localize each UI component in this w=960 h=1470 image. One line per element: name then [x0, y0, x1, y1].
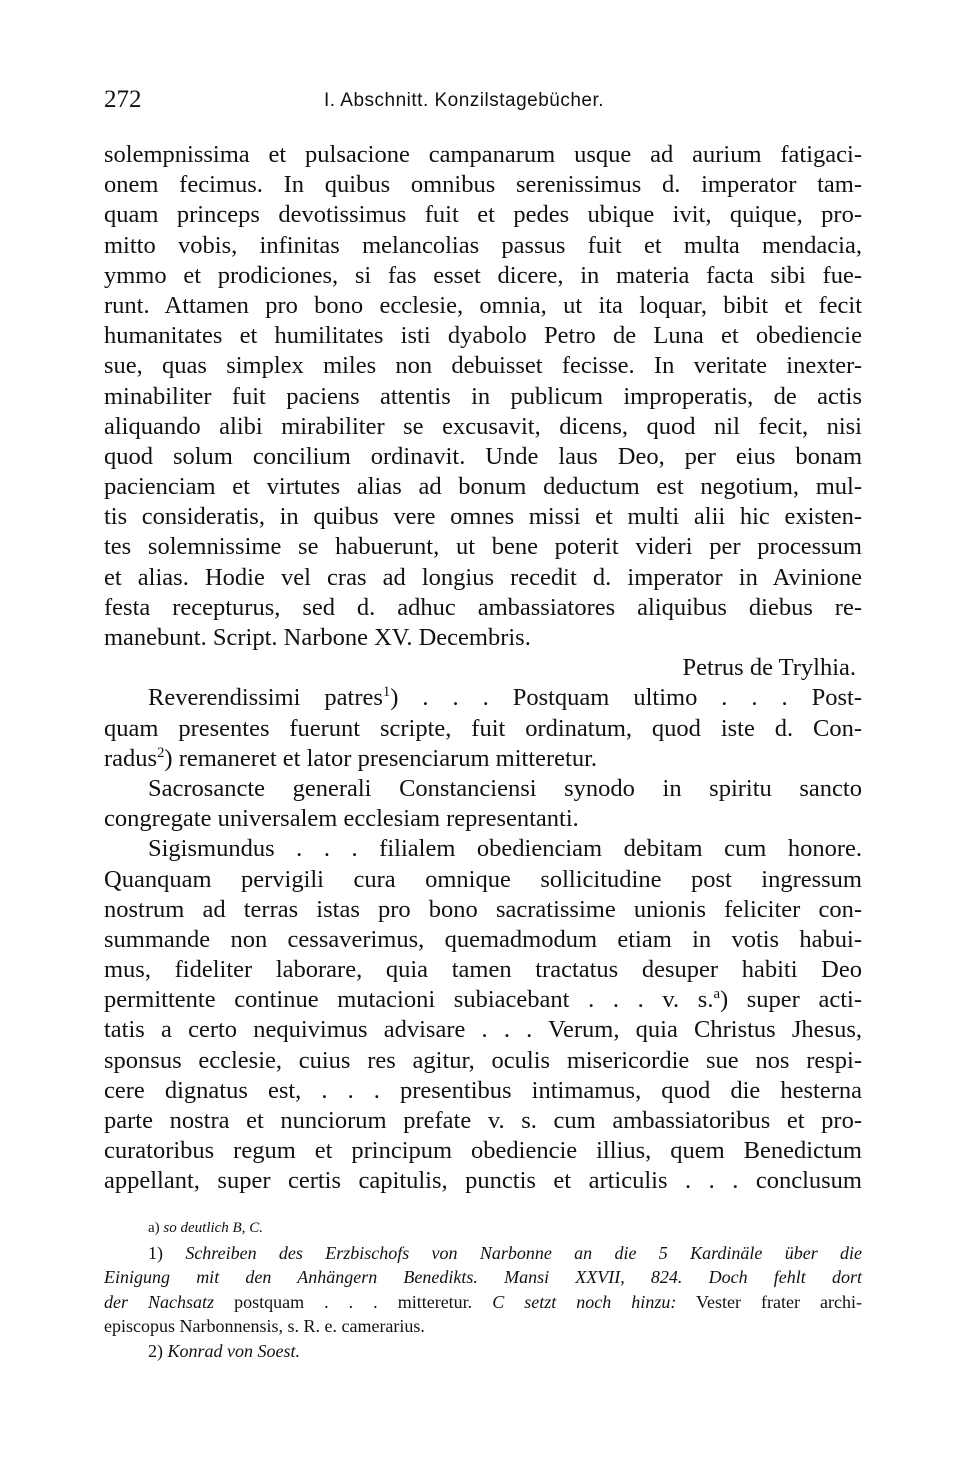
footnote-ref: 2	[157, 744, 165, 761]
footnote-ref: a	[713, 986, 720, 1003]
text-line: tes solemnissime se habuerunt, ut bene poterit videri per processum	[104, 533, 862, 561]
footnotes	[104, 1216, 862, 1363]
text-line: mitto vobis, infinitas melancolias passus fuit et multa mendacia,	[104, 231, 862, 259]
signature: Petrus de Trylhia.	[682, 654, 856, 682]
text-line: onem fecimus. In quibus omnibus serenissimus d. imperator tam-	[104, 171, 862, 199]
text-line: et alias. Hodie vel cras ad longius recedit d. imperator in Avinione	[104, 563, 862, 591]
text-line: humanitates et humilitates isti dyabolo Petro de Luna et obediencie	[104, 322, 862, 350]
main-text	[104, 140, 862, 1197]
footnote-a: a) so deutlich B, C.	[148, 1220, 263, 1236]
text-line: quam presentes fuerunt scripte, fuit ordinatum, quod iste d. Con-	[104, 714, 862, 742]
footnote-2: 2) Konrad von Soest.	[148, 1340, 300, 1361]
letter-opening: Sigismundus . . . filialem obedienciam debitam cum honore.	[148, 835, 862, 863]
text-line: runt. Attamen pro bono ecclesie, omnia, ut ita loquar, bibit et fecit	[104, 291, 862, 319]
footnote-1-line: Einigung mit den Anhängern Benedikts. Mansi XXVII, 824. Doch fehlt dort	[104, 1267, 862, 1287]
text-line: solempnissima et pulsacione campanarum usque ad aurium fatigaci-	[104, 141, 862, 168]
footnote-1-line: episcopus Narbonnensis, s. R. e. camerarius.	[104, 1316, 425, 1336]
page-header	[104, 86, 862, 120]
text-line: aliquando alibi mirabiliter se excusavit, dicens, quod nil fecit, nisi	[104, 412, 862, 440]
text-line: mus, fideliter laborare, quia tamen tractatus desuper habiti Deo	[104, 956, 862, 984]
text-line: manebunt. Script. Narbone XV. Decembris.	[104, 624, 531, 651]
text-line: minabiliter fuit paciens attentis in publicum improperatis, de actis	[104, 382, 862, 410]
text-line: pacienciam et virtutes alias ad bonum deductum est negotium, mul-	[104, 473, 862, 501]
text-line: appellant, super certis capitulis, punctis et articulis . . . conclusum	[104, 1167, 862, 1195]
text-line: quam princeps devotissimus fuit et pedes ubique ivit, quique, pro-	[104, 201, 862, 229]
text-line: quod solum concilium ordinavit. Unde laus Deo, per eius bonam	[104, 442, 862, 470]
text-line: nostrum ad terras istas pro bono sacratissime unionis feliciter con-	[104, 895, 862, 923]
text-line: tatis a certo nequivimus advisare . . . Verum, quia Christus Jhesus,	[104, 1016, 862, 1044]
text-line: festa recepturus, sed d. adhuc ambassiatores aliquibus diebus re-	[104, 593, 862, 621]
text-line: Quanquam pervigili cura omnique sollicitudine post ingressum	[104, 865, 862, 893]
text-line: tis consideratis, in quibus vere omnes missi et multi alii hic existen-	[104, 503, 862, 531]
text-line: radus$^2$) remaneret et lator presenciarum mitteretur.	[104, 744, 598, 772]
address-line: Sacrosancte generali Constanciensi synodo in spiritu sancto	[148, 774, 862, 802]
footnote-ref: 1	[382, 684, 391, 701]
footnote-1: 1) Schreiben des Erzbischofs von Narbonne an die 5 Kardinäle über die	[148, 1242, 862, 1263]
address-line: congregate universalem ecclesiam representanti.	[104, 805, 579, 833]
running-title: I. Abschnitt. Konzilstagebücher.	[324, 90, 605, 111]
text-line: sue, quas simplex miles non debuisset fecisse. In veritate inexter-	[104, 352, 862, 380]
text-line: summande non cessaverimus, quemadmodum etiam in votis habui-	[104, 925, 862, 953]
text-line: permittente continue mutacioni subiacebant . . . v. s.$^a$) super acti-	[104, 986, 863, 1014]
text-line: ymmo et prodiciones, si fas esset dicere, in materia facta sibi fue-	[104, 261, 862, 289]
page-number: 272	[104, 86, 142, 113]
text-line: Reverendissimi patres$^1$) . . . Postquam ultimo . . . Post-	[148, 684, 862, 712]
text-line: curatoribus regum et principum obediencie illius, quem Benedictum	[104, 1137, 862, 1165]
text-line: sponsus ecclesie, cuius res agitur, oculis misericordie sue nos respi-	[104, 1046, 862, 1074]
text-line: cere dignatus est, . . . presentibus intimamus, quod die hesterna	[104, 1076, 862, 1104]
text-line: parte nostra et nunciorum prefate v. s. cum ambassiatoribus et pro-	[104, 1107, 862, 1134]
footnote-1-line: der Nachsatz postquam . . . mitteretur. C setzt noch hinzu: Vester frater archi-	[104, 1291, 862, 1312]
